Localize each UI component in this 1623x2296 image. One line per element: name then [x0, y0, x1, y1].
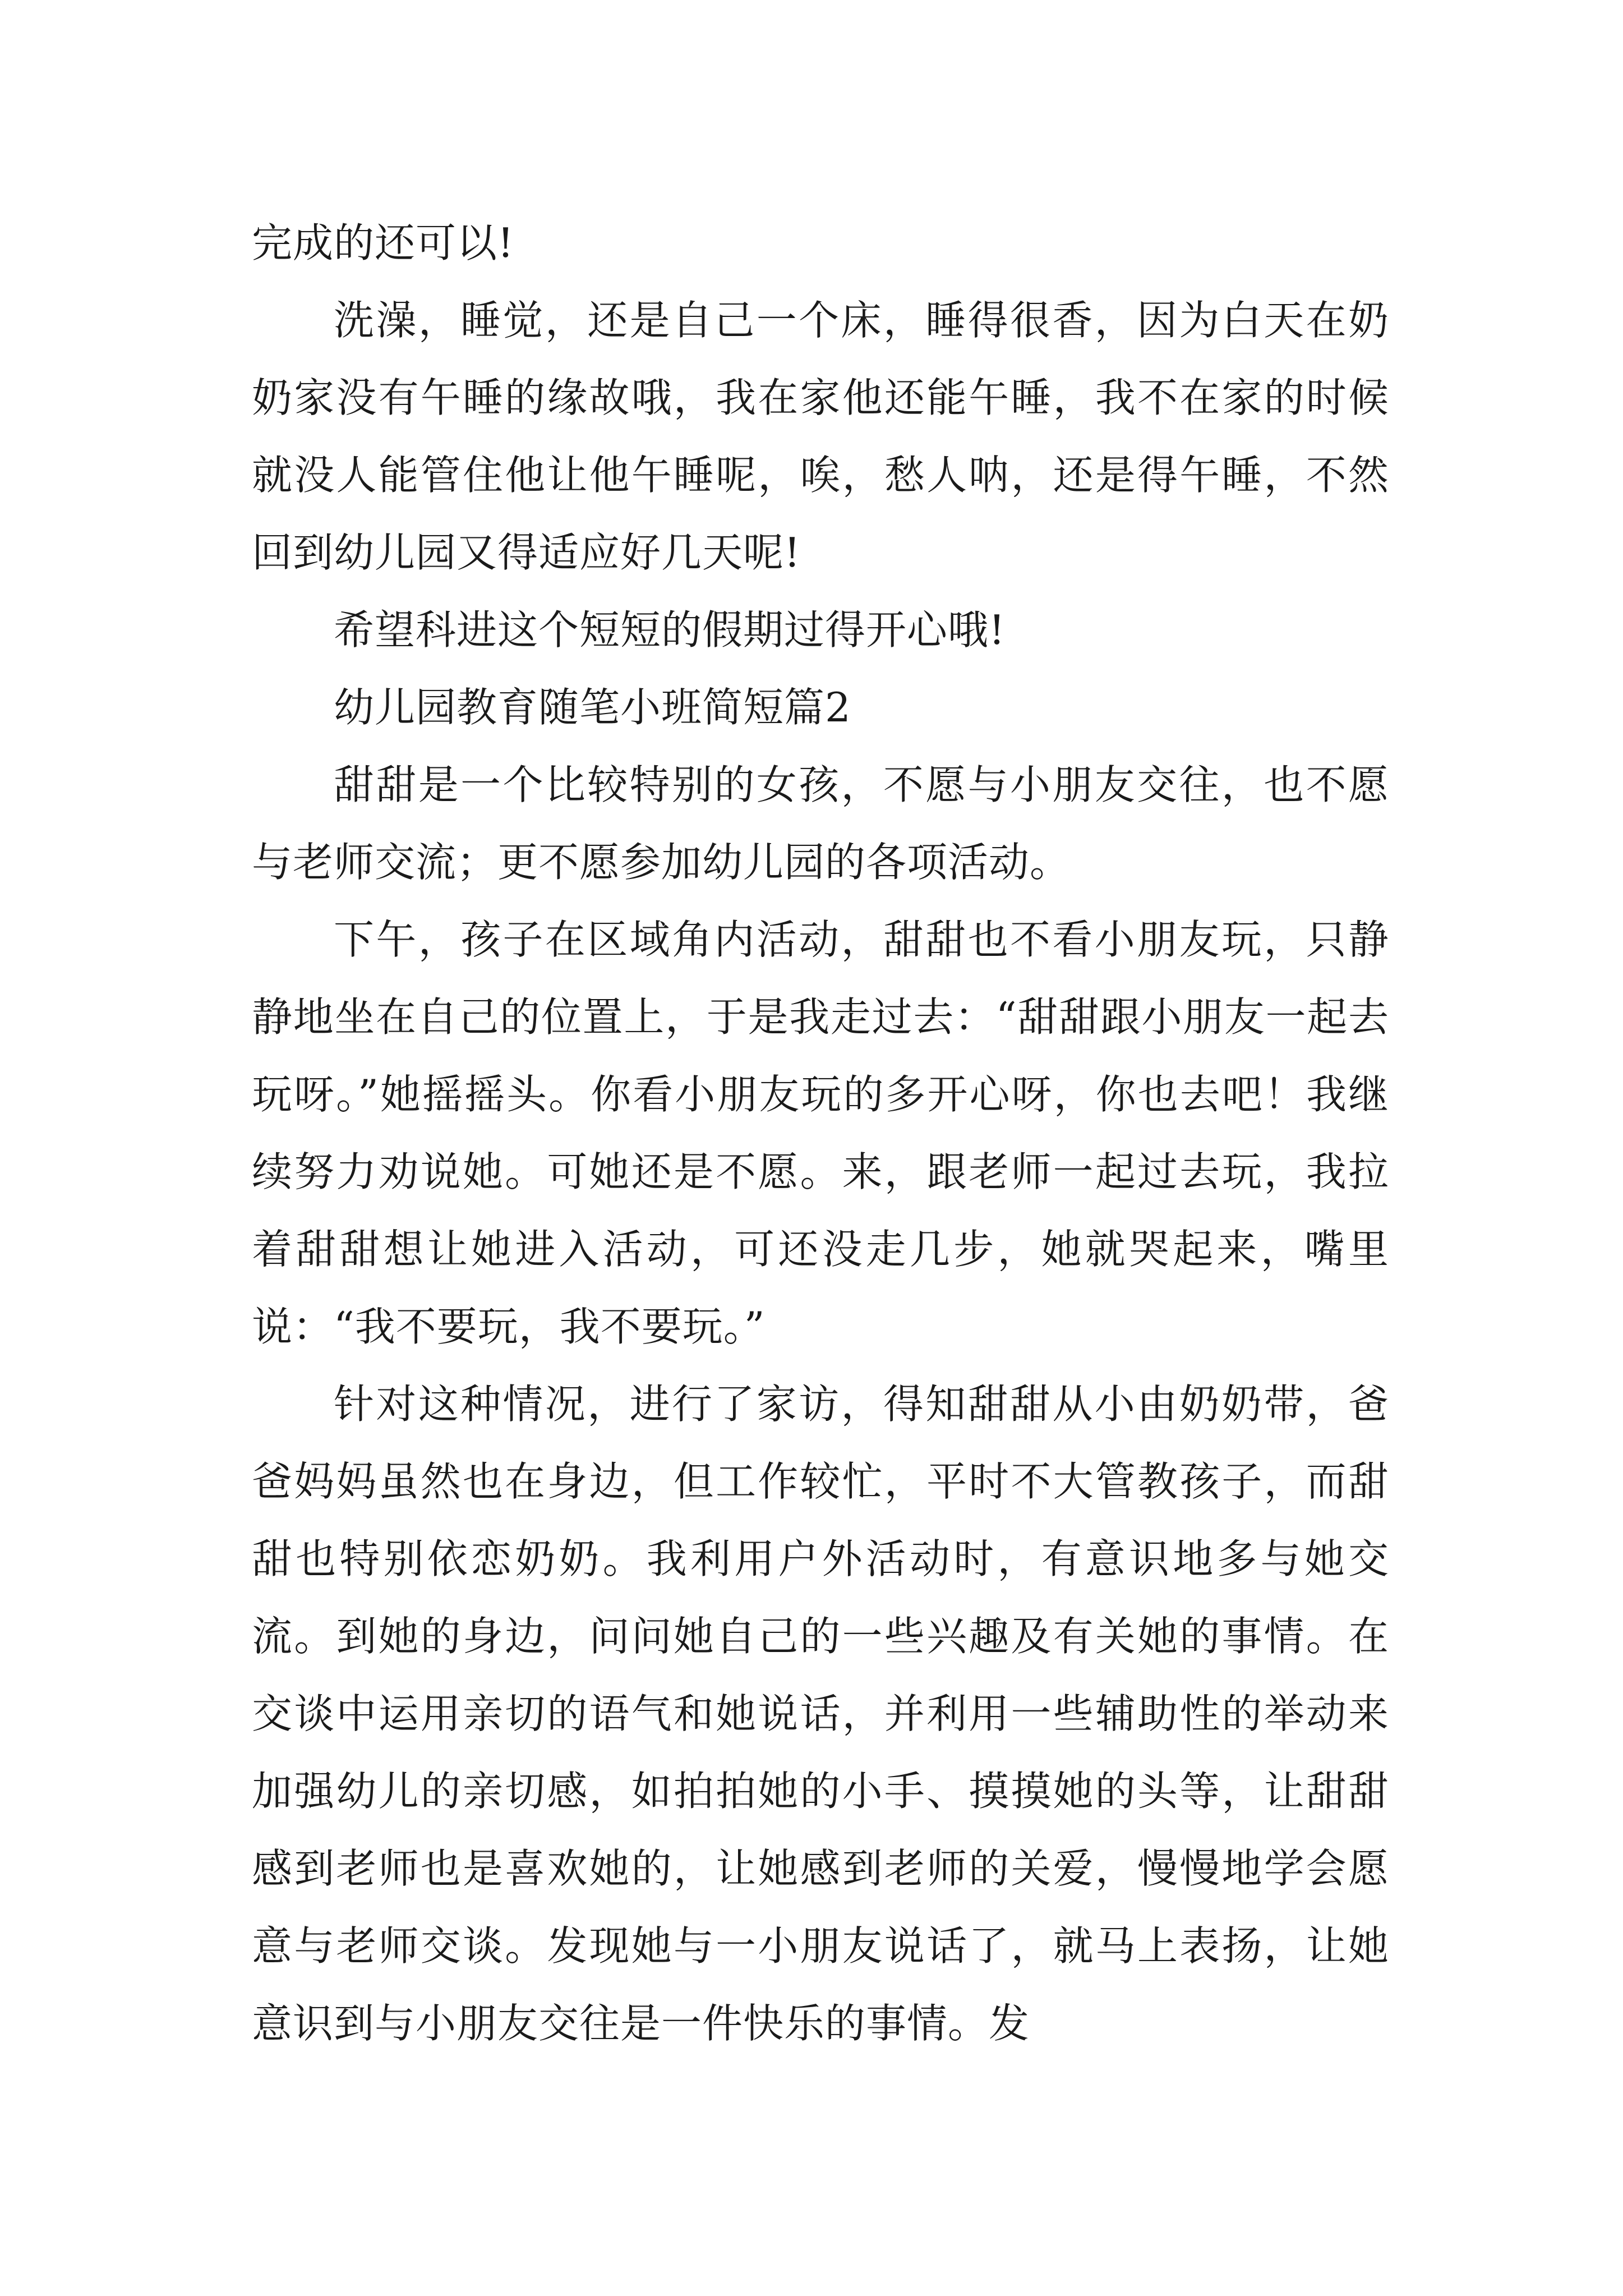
- paragraph: 下午，孩子在区域角内活动，甜甜也不看小朋友玩，只静静地坐在自己的位置上，于是我走过去：“甜甜跟小朋友一起去玩呀。”她摇摇头。你看小朋友玩的多开心呀，你也去吧！我继续努力劝说她。可她还是不愿。来，跟老师一起过去玩，我拉着甜甜想让她进入活动，可还没走几步，她就哭起来，嘴里说：“我不要玩，我不要玩。”: [252, 916, 1389, 1350]
- paragraph: 希望科进这个短短的假期过得开心哦!: [334, 606, 1006, 654]
- paragraph: 完成的还可以!: [252, 219, 514, 266]
- paragraph: 针对这种情况，进行了家访，得知甜甜从小由奶奶带，爸爸妈妈虽然也在身边，但工作较忙，平时不大管教孩子，而甜甜也特别依恋奶奶。我利用户外活动时，有意识地多与她交流。到她的身边，问问她自己的一些兴趣及有关她的事情。在交谈中运用亲切的语气和她说话，并利用一些辅助性的举动来加强幼儿的亲切感，如拍拍她的小手、摸摸她的头等，让甜甜感到老师也是喜欢她的，让她感到老师的关爱，慢慢地学会愿意与老师交谈。发现她与一小朋友说话了，就马上表扬，让她意识到与小朋友交往是一件快乐的事情。发: [252, 1381, 1389, 2047]
- body-text: [252, 204, 1389, 2062]
- paragraph: 甜甜是一个比较特别的女孩，不愿与小朋友交往，也不愿与老师交流；更不愿参加幼儿园的各项活动。: [252, 761, 1389, 886]
- paragraph: 洗澡，睡觉，还是自己一个床，睡得很香，因为白天在奶奶家没有午睡的缘故哦，我在家他还能午睡，我不在家的时候就没人能管住他让他午睡呢，唉，愁人呐，还是得午睡，不然回到幼儿园又得适应好几天呢!: [252, 297, 1389, 576]
- section-heading: 幼儿园教育随笔小班简短篇2: [334, 684, 851, 731]
